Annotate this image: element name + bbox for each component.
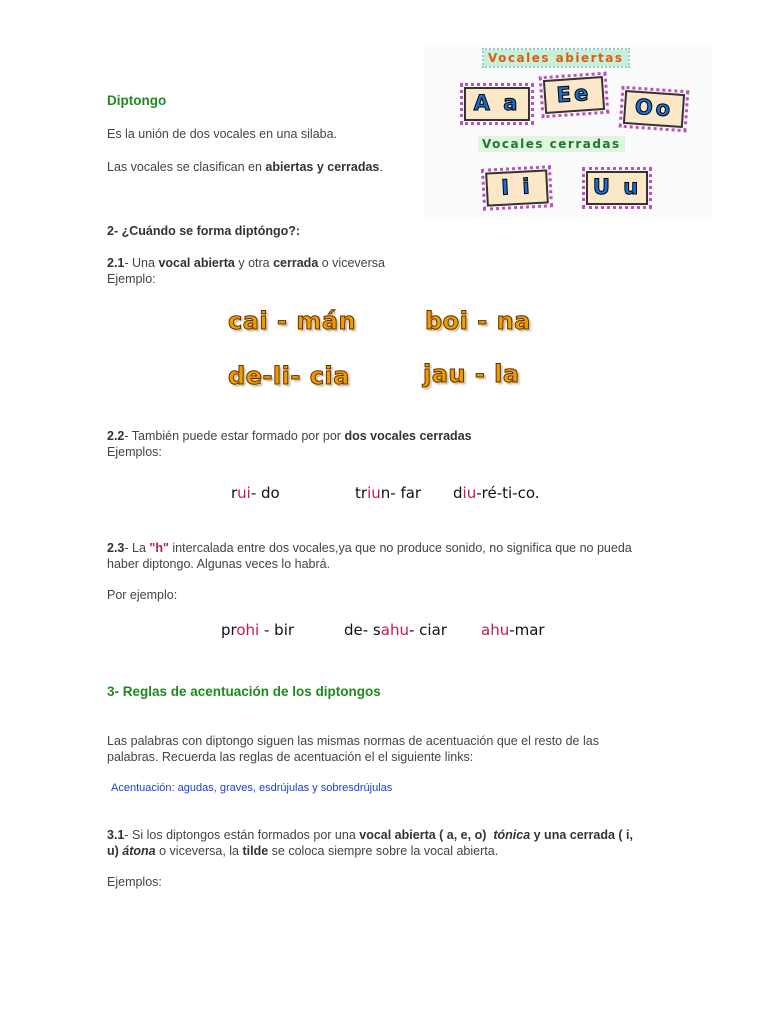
- example-prohibir: prohi - bir: [221, 621, 295, 639]
- example-label: Ejemplo:: [107, 272, 156, 286]
- open-closed-bold: abiertas y cerradas: [265, 160, 380, 174]
- rule-3-1: 3.1- Si los diptongos están formados por una vocal abierta ( a, e, o) tónica y una cerrada ( i,: [107, 828, 633, 842]
- rule-2-3: 2.3- La "h" intercalada entre dos vocales,ya que no produce sonido, no significa que no pueda: [107, 541, 632, 555]
- example-triunfar: triun- far: [355, 484, 422, 502]
- closed-vowels-heading: Vocales cerradas: [478, 136, 625, 152]
- accentuation-link[interactable]: Acentuación: agudas, graves, esdrújulas y sobresdrújulas: [111, 782, 393, 794]
- h-letter: "h": [149, 541, 169, 555]
- example-ahumar: ahu-mar: [481, 621, 545, 639]
- section-2-question: 2- ¿Cuándo se forma diptóngo?:: [107, 224, 301, 238]
- section-3-title: 3- Reglas de acentuación de los diptongos: [107, 684, 381, 699]
- definition-text: Es la unión de dos vocales en una silaba.: [107, 127, 338, 141]
- vowel-tile-e: Ee: [543, 76, 605, 114]
- vowel-tile-o: Oo: [623, 90, 685, 128]
- por-ejemplo-label: Por ejemplo:: [107, 588, 178, 602]
- rule-2-1: 2.1- Una vocal abierta y otra cerrada o viceversa: [107, 256, 385, 270]
- example-boina: boi - na: [425, 307, 531, 335]
- classification-text: Las vocales se clasifican en abiertas y cerradas.: [107, 160, 383, 174]
- example-caiman: cai - mán: [228, 307, 357, 335]
- vowel-tile-i: I i: [485, 169, 549, 206]
- section-3-paragraph-2: palabras. Recuerda las reglas de acentuación el el siguiente links:: [107, 750, 474, 764]
- vowels-illustration: [424, 45, 712, 217]
- rule-2-2: 2.2- También puede estar formado por por dos vocales cerradas: [107, 429, 472, 443]
- open-vowels-heading: Vocales abiertas: [484, 50, 628, 66]
- vowel-tile-a: A a: [464, 87, 530, 121]
- vowel-tile-u: U u: [586, 171, 648, 205]
- section-3-paragraph-1: Las palabras con diptongo siguen las mismas normas de acentuación que el resto de las: [107, 734, 599, 748]
- rule-2-3-cont: haber diptongo. Algunas veces lo habrá.: [107, 557, 331, 571]
- rule-3-1-cont: u) átona o viceversa, la tilde se coloca siempre sobre la vocal abierta.: [107, 844, 499, 858]
- example-delicia: de-li- cia: [228, 362, 350, 390]
- example-ruido: rui- do: [231, 484, 280, 502]
- example-jaula: jau - la: [423, 360, 520, 388]
- page-title: Diptongo: [107, 93, 167, 108]
- example-desahuciar: de- sahu- ciar: [344, 621, 447, 639]
- example-diuretico: diu-ré-ti-co.: [453, 484, 540, 502]
- examples-label: Ejemplos:: [107, 445, 162, 459]
- ejemplos-label: Ejemplos:: [107, 875, 162, 889]
